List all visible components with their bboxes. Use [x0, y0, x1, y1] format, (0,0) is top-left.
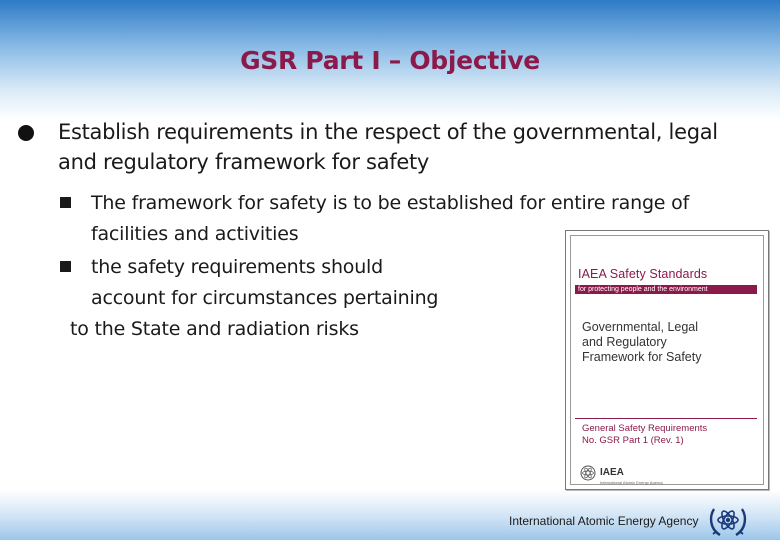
cover-series-no: No. GSR Part 1 (Rev. 1) [582, 435, 684, 446]
sub-bullet-line: account for circumstances pertaining [91, 287, 439, 309]
sub-bullet-text: The framework for safety is to be established for entire range of facilities and activities [91, 192, 690, 245]
cover-divider [575, 418, 757, 419]
iaea-emblem-icon [580, 465, 596, 481]
slide-title: GSR Part I – Objective [240, 46, 540, 75]
cover-title-line: Framework for Safety [582, 350, 702, 364]
main-bullet [18, 117, 758, 177]
sub-bullet-line: the safety requirements should [91, 256, 383, 278]
cover-tagline: for protecting people and the environment [578, 286, 708, 293]
cover-title [582, 320, 752, 365]
cover-title-line: and Regulatory [582, 335, 667, 349]
cover-title-line: Governmental, Legal [582, 320, 699, 334]
cover-agency-small: International Atomic Energy Agency [600, 480, 664, 485]
footer-agency-name: International Atomic Energy Agency [509, 514, 699, 528]
sub-bullet-requirements [60, 252, 500, 345]
cover-logo-text: IAEA [600, 467, 624, 478]
main-bullet-text: Establish requirements in the respect of the governmental, legal and regulatory framework for safety [58, 120, 718, 174]
bullet-dot-icon [18, 125, 34, 141]
square-bullet-icon [60, 197, 71, 208]
square-bullet-icon [60, 261, 71, 272]
sub-bullet-line: to the State and radiation risks [70, 318, 359, 340]
cover-series-name: General Safety Requirements [582, 423, 708, 434]
cover-series [582, 423, 707, 447]
iaea-emblem-icon [708, 501, 748, 539]
cover-series-head: IAEA Safety Standards [578, 267, 708, 281]
publication-cover [565, 230, 769, 490]
